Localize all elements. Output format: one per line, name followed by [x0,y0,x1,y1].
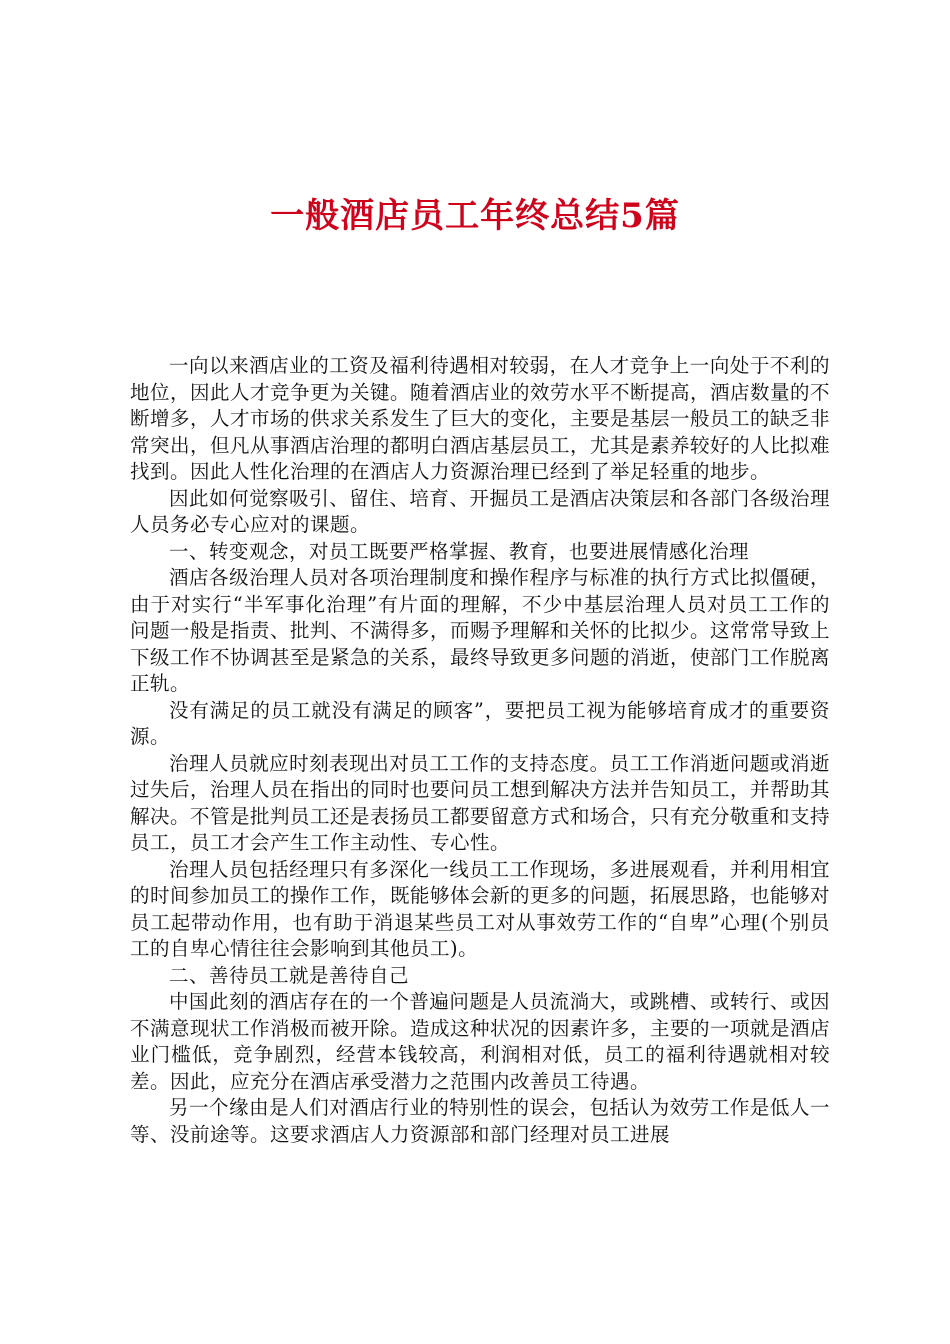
paragraph: 另一个缘由是人们对酒店行业的特别性的误会，包括认为效劳工作是低人一等、没前途等。这要求酒店人力资源部和部门经理对员工进展 [130,1096,830,1146]
document-title: 一般酒店员工年终总结5篇 [270,196,680,236]
paragraph: 一向以来酒店业的工资及福利待遇相对较弱，在人才竞争上一向处于不利的地位，因此人才竞争更为关键。随着酒店业的效劳水平不断提高，酒店数量的不断增多，人才市场的供求关系发生了巨大的变化，主要是基层一般员工的缺乏非常突出，但凡从事酒店治理的都明白酒店基层员工，尤其是素养较好的人比拟难找到。因此人性化治理的在酒店人力资源治理已经到了举足轻重的地步。 [130,354,831,483]
paragraph: 中国此刻的酒店存在的一个普遍问题是人员流淌大，或跳槽、或转行、或因不满意现状工作消极而被开除。造成这种状况的因素许多，主要的一项就是酒店业门槛低，竞争剧烈，经营本钱较高，利润相对低，员工的福利待遇就相对较差。因此，应充分在酒店承受潜力之范围内改善员工待遇。 [130,990,831,1093]
section-heading: 二、善待员工就是善待自己 [169,963,410,987]
paragraph: 酒店各级治理人员对各项治理制度和操作程序与标准的执行方式比拟僵硬，由于对实行“半军事化治理”有片面的理解，不少中基层治理人员对员工工作的问题一般是指责、批判、不满得多，而赐予理解和关怀的比拟少。这常常导致上下级工作不协调甚至是紧急的关系，最终导致更多问题的消逝，使部门工作脱离正轨。 [130,566,831,695]
section-heading: 一、转变观念，对员工既要严格掌握、教育，也要进展情感化治理 [169,539,750,563]
paragraph: 没有满足的员工就没有满足的顾客”，要把员工视为能够培育成才的重要资源。 [130,698,830,748]
paragraph: 因此如何觉察吸引、留住、培育、开掘员工是酒店决策层和各部门各级治理人员务必专心应对的课题。 [130,486,830,536]
paragraph: 治理人员就应时刻表现出对员工工作的支持态度。员工工作消逝问题或消逝过失后，治理人员在指出的同时也要问员工想到解决方法并告知员工，并帮助其解决。不管是批判员工还是表扬员工都要留意方式和场合，只有充分敬重和支持员工，员工才会产生工作主动性、专心性。 [130,751,831,854]
document-body [130,353,830,1148]
paragraph: 治理人员包括经理只有多深化一线员工工作现场，多进展观看，并利用相宜的时间参加员工的操作工作，既能够体会新的更多的问题，拓展思路，也能够对员工起带动作用，也有助于消退某些员工对从事效劳工作的“自卑”心理(个别员工的自卑心情往往会影响到其他员工)。 [130,857,831,960]
